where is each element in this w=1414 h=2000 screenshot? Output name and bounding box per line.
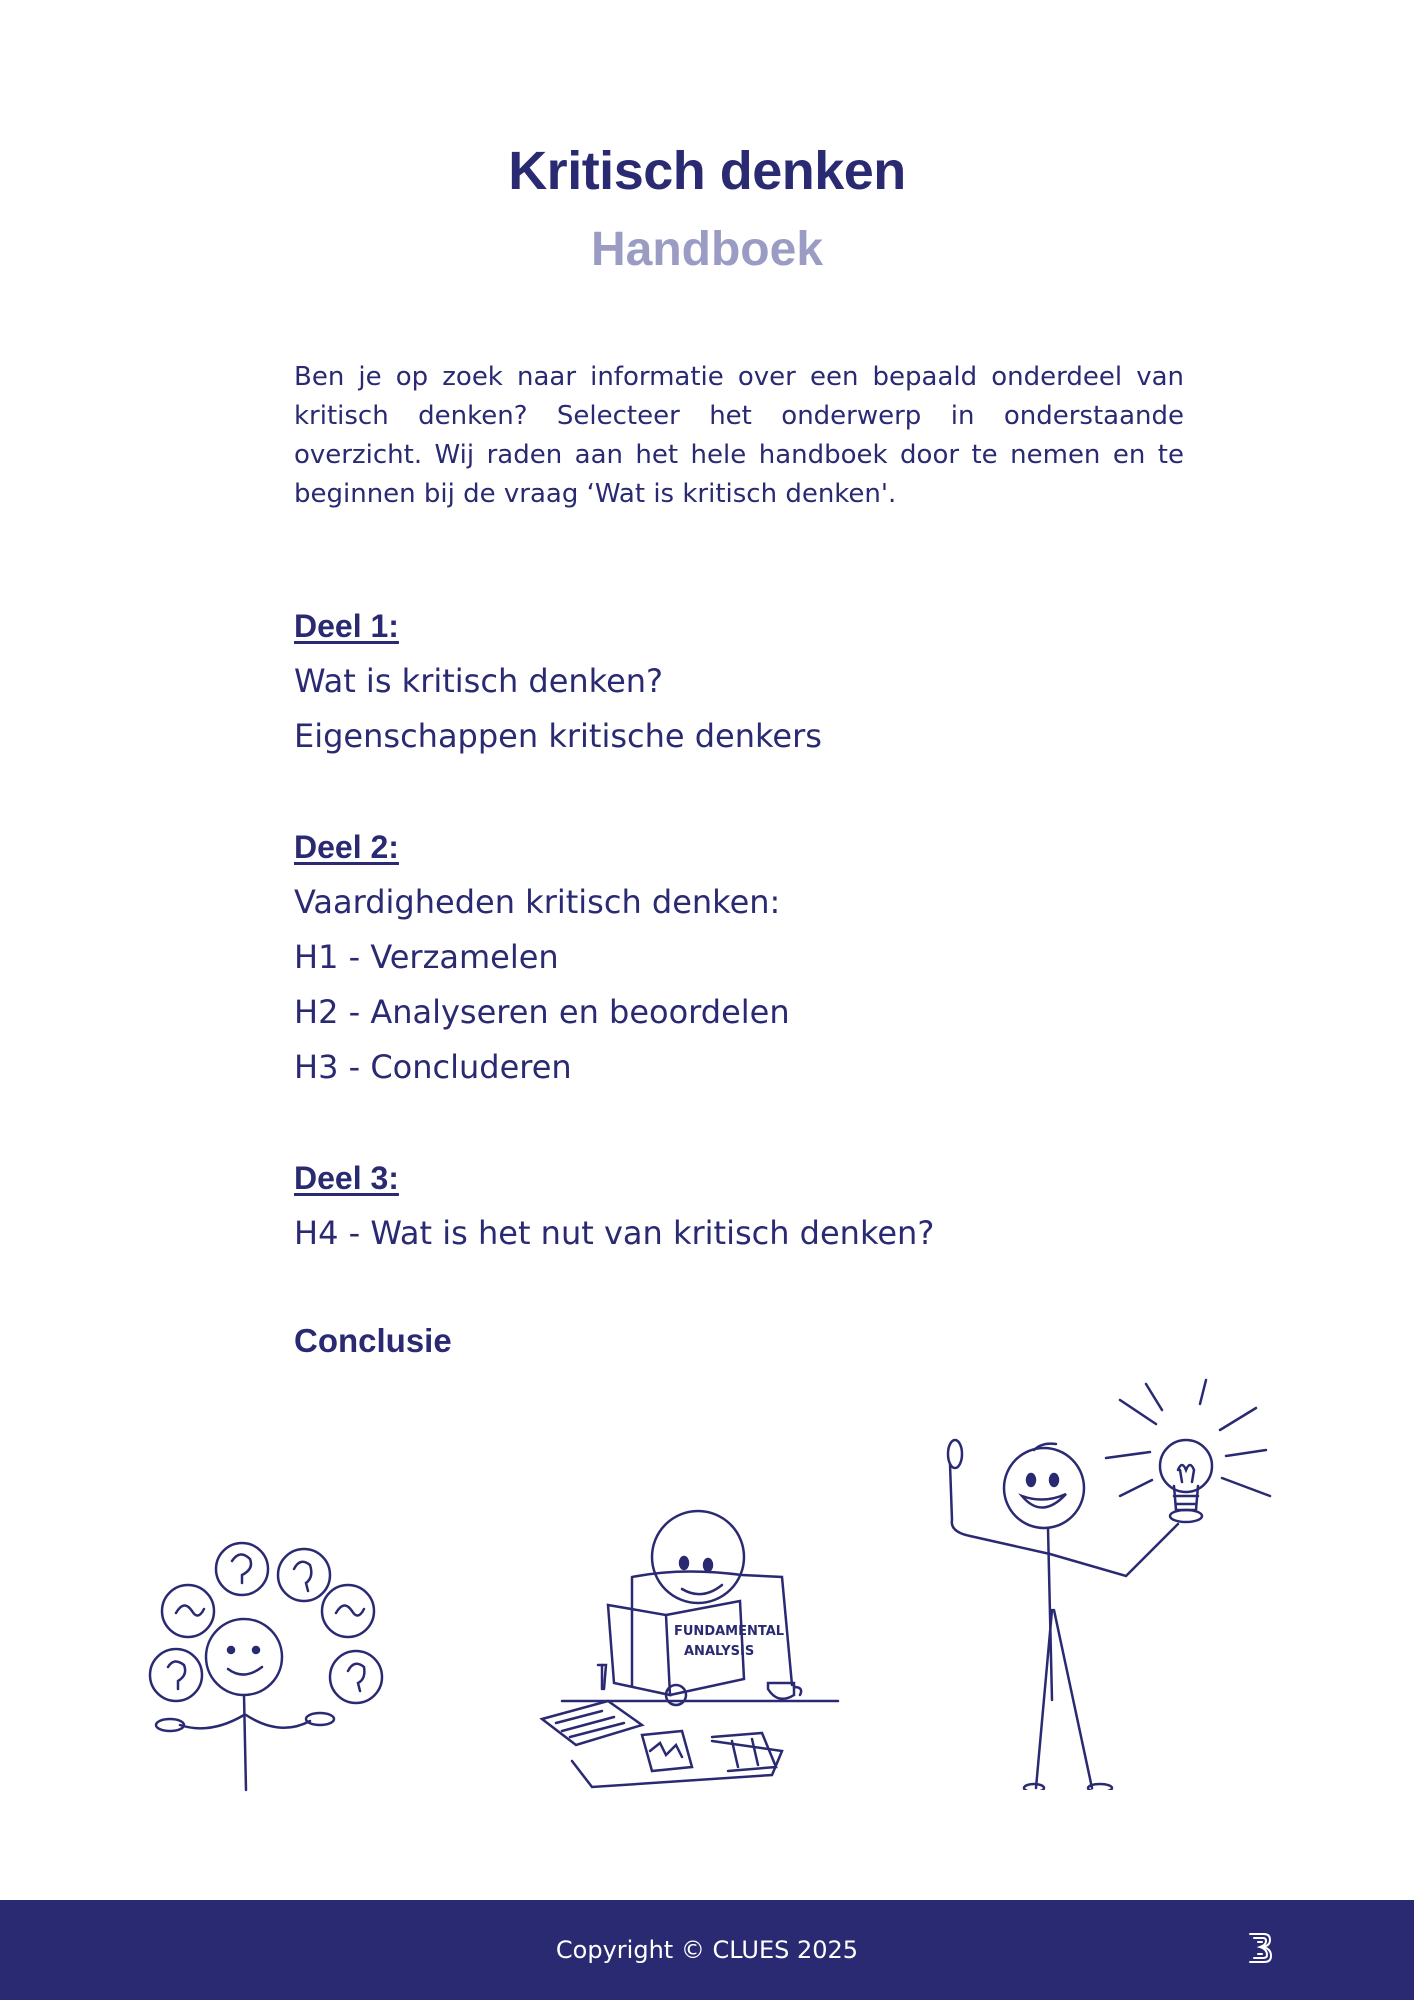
reading-stick-figure-illustration bbox=[532, 1505, 852, 1805]
toc-link-vaardigheden[interactable]: Vaardigheden kritisch denken: bbox=[294, 883, 781, 921]
toc-link-h2[interactable]: H2 - Analyseren en beoordelen bbox=[294, 993, 790, 1031]
toc-link-h3[interactable]: H3 - Concluderen bbox=[294, 1048, 572, 1086]
confused-stick-figure-illustration bbox=[140, 1525, 400, 1795]
toc-link-h1[interactable]: H1 - Verzamelen bbox=[294, 938, 559, 976]
book-title-line-1: FUNDAMENTAL bbox=[674, 1624, 785, 1639]
page-title: Kritisch denken bbox=[508, 141, 906, 201]
page-subtitle: Handboek bbox=[590, 223, 824, 276]
toc-heading-deel-3: Deel 3: bbox=[294, 1160, 399, 1196]
toc-section-deel-2 bbox=[294, 827, 1194, 1095]
toc-link-h4[interactable]: H4 - Wat is het nut van kritisch denken? bbox=[294, 1214, 935, 1252]
toc-section-deel-1 bbox=[294, 606, 1194, 764]
intro-paragraph: Ben je op zoek naar informatie over een bepaald onderdeel van kritisch denken? Selecteer het onderwerp in onderstaande overzicht. Wij raden aan het hele handboek door te nemen en te beginnen bij de vraag ‘Wat is kritisch denken'. bbox=[294, 362, 1184, 509]
footer bbox=[0, 1900, 1414, 2000]
footer-copyright: Copyright © CLUES 2025 bbox=[555, 1936, 859, 1964]
clues-logo-icon[interactable] bbox=[1246, 1930, 1274, 1971]
toc-heading-deel-1: Deel 1: bbox=[294, 608, 399, 644]
idea-stick-figure-illustration bbox=[930, 1370, 1280, 1790]
toc-link-wat-is-kritisch-denken[interactable]: Wat is kritisch denken? bbox=[294, 662, 664, 700]
toc-link-conclusie[interactable]: Conclusie bbox=[294, 1322, 452, 1359]
toc-section-deel-3 bbox=[294, 1158, 1194, 1261]
toc-heading-deel-2: Deel 2: bbox=[294, 829, 399, 865]
book-title-line-2: ANALYSIS bbox=[684, 1644, 755, 1659]
toc-link-eigenschappen[interactable]: Eigenschappen kritische denkers bbox=[294, 717, 822, 755]
